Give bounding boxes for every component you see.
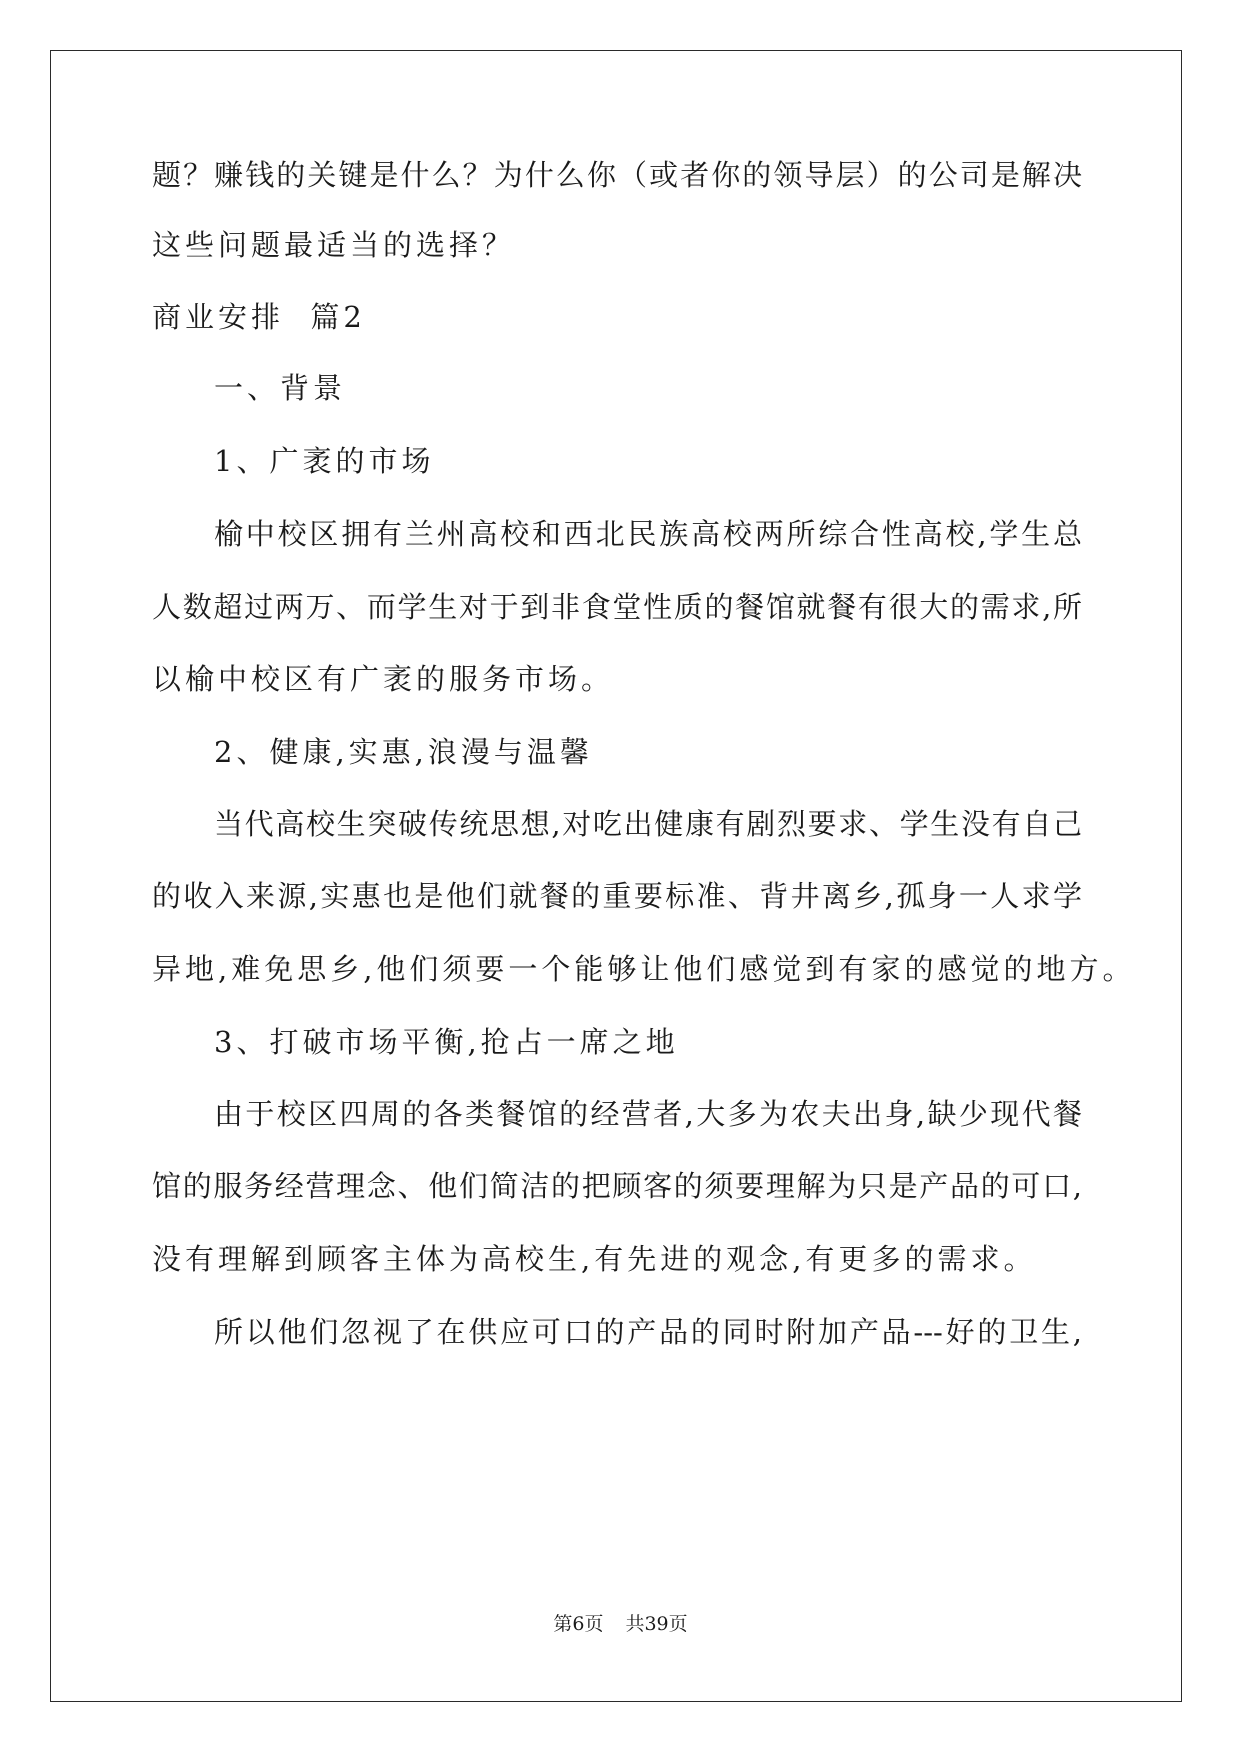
paragraph-line: 所以他们忽视了在供应可口的产品的同时附加产品---好的卫生, — [214, 1315, 1082, 1349]
paragraph-line: 当代高校生突破传统思想,对吃出健康有剧烈要求、学生没有自己 — [214, 807, 1082, 841]
paragraph-line: 人数超过两万、而学生对于到非食堂性质的餐馆就餐有很大的需求,所 — [152, 590, 1082, 624]
page-total: 共39页 — [625, 1613, 688, 1635]
paragraph-line: 这些问题最适当的选择？ — [152, 228, 516, 262]
paragraph-line: 的收入来源,实惠也是他们就餐的重要标准、背井离乡,孤身一人求学 — [152, 879, 1082, 913]
page-footer — [0, 1612, 1241, 1636]
subheading: 1、广袤的市场 — [214, 444, 435, 478]
subheading: 一、背景 — [214, 371, 347, 405]
paragraph-line: 馆的服务经营理念、他们简洁的把顾客的须要理解为只是产品的可口, — [152, 1169, 1082, 1203]
paragraph-line: 题？赚钱的关键是什么？为什么你（或者你的领导层）的公司是解决 — [152, 158, 1082, 192]
paragraph-line: 以榆中校区有广袤的服务市场。 — [152, 662, 615, 696]
paragraph-line: 异地,难免思乡,他们须要一个能够让他们感觉到有家的感觉的地方。 — [152, 952, 1136, 986]
section-heading: 商业安排 篇2 — [152, 300, 366, 334]
paragraph-line: 榆中校区拥有兰州高校和西北民族高校两所综合性高校,学生总 — [214, 517, 1082, 551]
subheading: 3、打破市场平衡,抢占一席之地 — [214, 1025, 679, 1059]
paragraph-line: 没有理解到顾客主体为高校生,有先进的观念,有更多的需求。 — [152, 1242, 1037, 1276]
page-number: 第6页 — [553, 1613, 604, 1635]
paragraph-line: 由于校区四周的各类餐馆的经营者,大多为农夫出身,缺少现代餐 — [214, 1097, 1082, 1131]
page-border — [50, 50, 1182, 1702]
subheading: 2、健康,实惠,浪漫与温馨 — [214, 735, 593, 769]
